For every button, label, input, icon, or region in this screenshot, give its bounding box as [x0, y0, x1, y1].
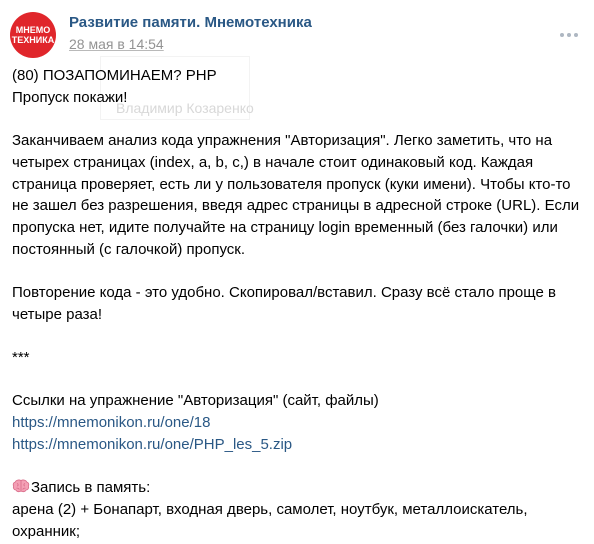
memory-heading-line [12, 477, 580, 499]
post-body [12, 65, 584, 542]
exercise-site-link[interactable]: https://mnemonikon.ru/one/18 [12, 414, 211, 432]
post-separator: *** [12, 349, 30, 367]
more-icon-dot [567, 33, 571, 37]
memory-list: арена (2) + Бонапарт, входная дверь, самолет, ноутбук, металлоискатель, охранник; [12, 500, 532, 540]
exercise-files-link[interactable]: https://mnemonikon.ru/one/PHP_les_5.zip [12, 435, 293, 453]
blank-line [12, 456, 580, 478]
more-icon-dot [560, 33, 564, 37]
link-line-1 [12, 412, 580, 434]
link-line-2 [12, 434, 580, 456]
post-date-link[interactable]: 28 мая в 14:54 [69, 36, 164, 52]
blank-line [12, 369, 580, 391]
brain-icon [12, 479, 30, 493]
avatar-text-line-2: ТЕХНИКА [11, 35, 55, 45]
post-subtitle-line: Пропуск покажи! [12, 88, 128, 106]
links-intro: Ссылки на упражнение "Авторизация" (сайт, файлы) [12, 392, 379, 410]
blank-line [12, 260, 580, 282]
watermark-text: Владимир Козаренко [116, 100, 254, 116]
community-name-link[interactable]: Развитие памяти. Мнемотехника [69, 14, 312, 31]
community-avatar[interactable] [10, 12, 56, 58]
post-title-line: (80) ПОЗАПОМИНАЕМ? PHP [12, 67, 217, 84]
blank-line [12, 325, 580, 347]
post-paragraph-1: Заканчиваем анализ кода упражнения "Авторизация". Легко заметить, что на четырех страницах (index, a, b, c,) в начале стоит одинаковый код. Каждая страница проверяет, есть ли у пользователя пропуск (куки имени). Чтобы кто-то не зашел без разрешения, введя адрес страницы в адресной строке (URL). Если пропуска нет, идите получайте на страницу login временный (без галочки) или постоянный (с галочкой) пропуск. [12, 132, 584, 258]
avatar-logo-text [12, 25, 54, 45]
more-icon-dot [574, 33, 578, 37]
post-paragraph-2: Повторение кода - это удобно. Скопировал/вставил. Сразу всё стало проще в четыре раза! [12, 284, 561, 323]
post-header [8, 8, 586, 56]
avatar-text-line-1: МНЕМО [15, 25, 51, 35]
memory-heading: Запись в память: [31, 479, 151, 497]
more-icon[interactable] [560, 32, 578, 38]
blank-line [12, 108, 580, 130]
